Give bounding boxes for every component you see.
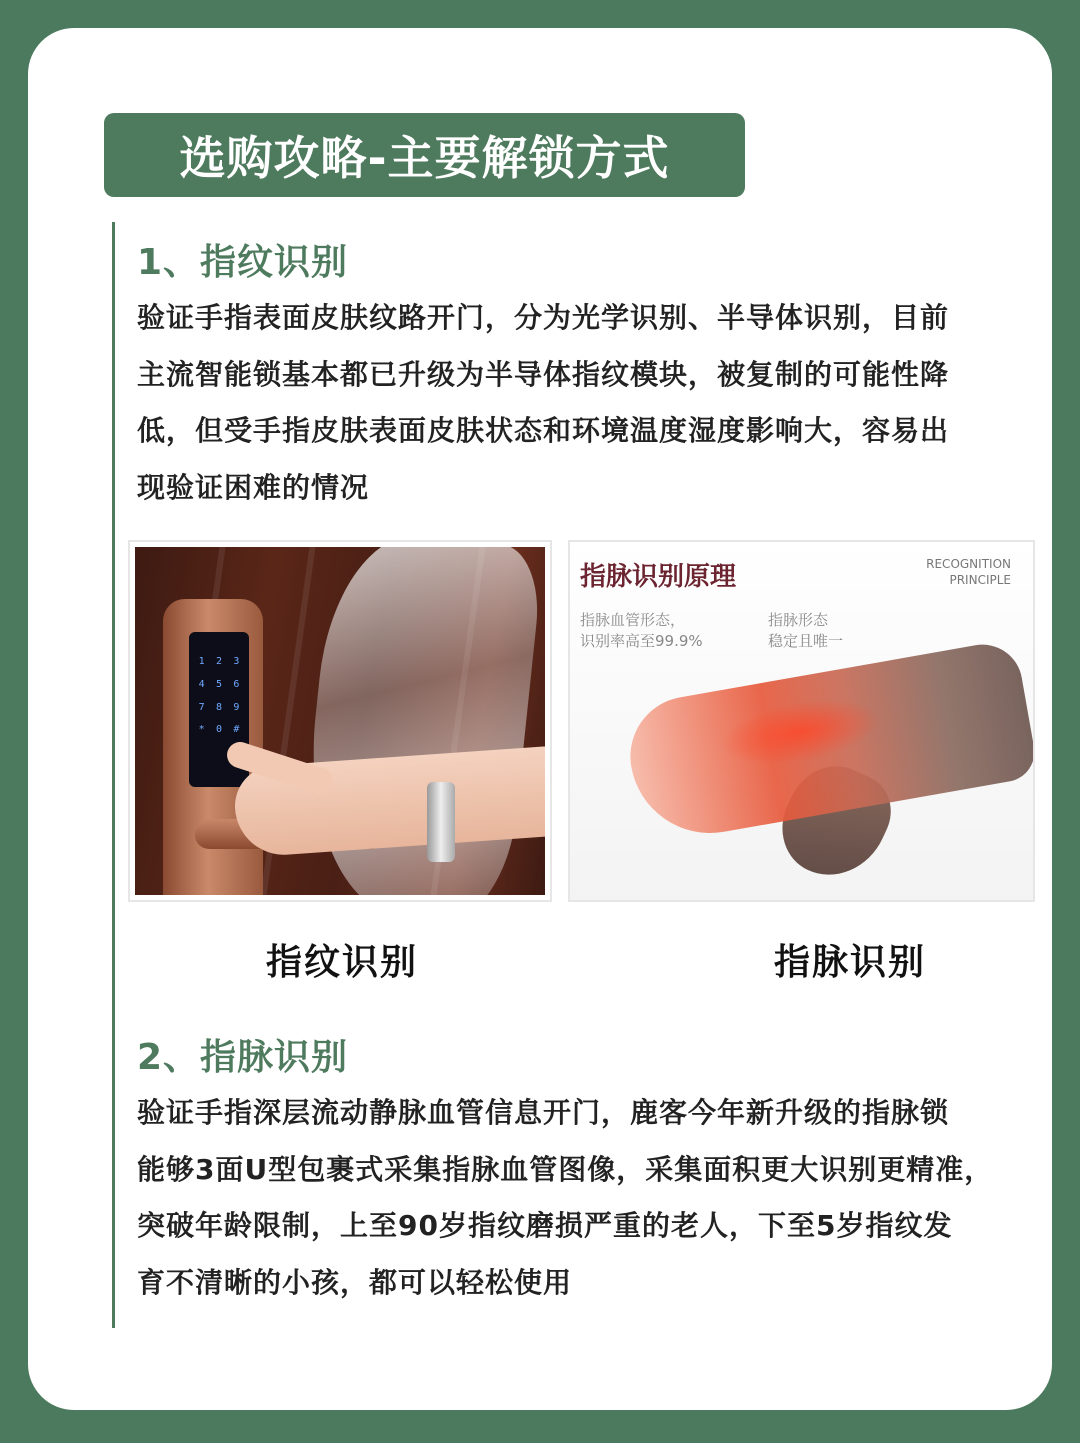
section1-heading: 1、指纹识别 — [137, 242, 349, 283]
wristwatch — [427, 782, 455, 862]
section1-line: 低，但受手指皮肤表面皮肤状态和环境温度湿度影响大，容易出 — [137, 414, 950, 447]
keypad-key: * — [198, 724, 205, 736]
keypad-key: 2 — [215, 656, 222, 667]
desc-line: 指脉形态 — [768, 611, 829, 629]
keypad-key: 7 — [198, 701, 205, 713]
banner-title: 选购攻略-主要解锁方式 — [179, 131, 670, 185]
keypad-key: 1 — [198, 656, 205, 667]
title-banner — [104, 113, 745, 197]
door-background — [135, 547, 545, 895]
section1-line: 现验证困难的情况 — [137, 470, 370, 504]
left-accent-rule — [112, 222, 115, 1328]
eng-line: PRINCIPLE — [949, 573, 1011, 587]
vein-principle-english — [926, 556, 1011, 588]
desc-line: 稳定且唯一 — [768, 632, 844, 650]
section2-line: 突破年龄限制，上至90岁指纹磨损严重的老人，下至5岁指纹发 — [137, 1209, 953, 1242]
caption-vein: 指脉识别 — [773, 942, 926, 983]
desc-line: 指脉血管形态， — [580, 611, 686, 629]
vein-desc-2 — [768, 610, 843, 652]
vein-principle-title: 指脉识别原理 — [580, 562, 737, 592]
section2-line: 育不清晰的小孩，都可以轻松使用 — [137, 1265, 573, 1299]
keypad-key: 5 — [215, 678, 222, 690]
keypad-key: 0 — [215, 724, 222, 736]
section1-line: 主流智能锁基本都已升级为半导体指纹模块，被复制的可能性降 — [137, 357, 950, 391]
vein-desc-1 — [580, 610, 703, 652]
section2-paragraph — [137, 1085, 1037, 1311]
keypad-key: 9 — [233, 701, 240, 713]
caption-fingerprint: 指纹识别 — [265, 942, 418, 983]
keypad-key: 4 — [198, 678, 205, 690]
keypad-key: # — [233, 724, 240, 736]
keypad-key: 8 — [215, 701, 222, 713]
fingerprint-lock-photo — [128, 540, 552, 902]
section2-heading: 2、指脉识别 — [137, 1037, 349, 1078]
desc-line: 识别率高至99.9% — [580, 632, 703, 650]
keypad-key: 6 — [233, 678, 240, 690]
section2-line: 能够3面U型包裹式采集指脉血管图像，采集面积更大识别更精准， — [137, 1152, 994, 1186]
section1-paragraph — [137, 290, 1037, 516]
vein-principle-photo — [568, 540, 1035, 902]
section2-line: 验证手指深层流动静脉血管信息开门，鹿客今年新升级的指脉锁 — [137, 1096, 950, 1129]
section1-line: 验证手指表面皮肤纹路开门，分为光学识别、半导体识别，目前 — [137, 301, 950, 334]
keypad-key: 3 — [233, 656, 240, 667]
eng-line: RECOGNITION — [926, 557, 1011, 571]
